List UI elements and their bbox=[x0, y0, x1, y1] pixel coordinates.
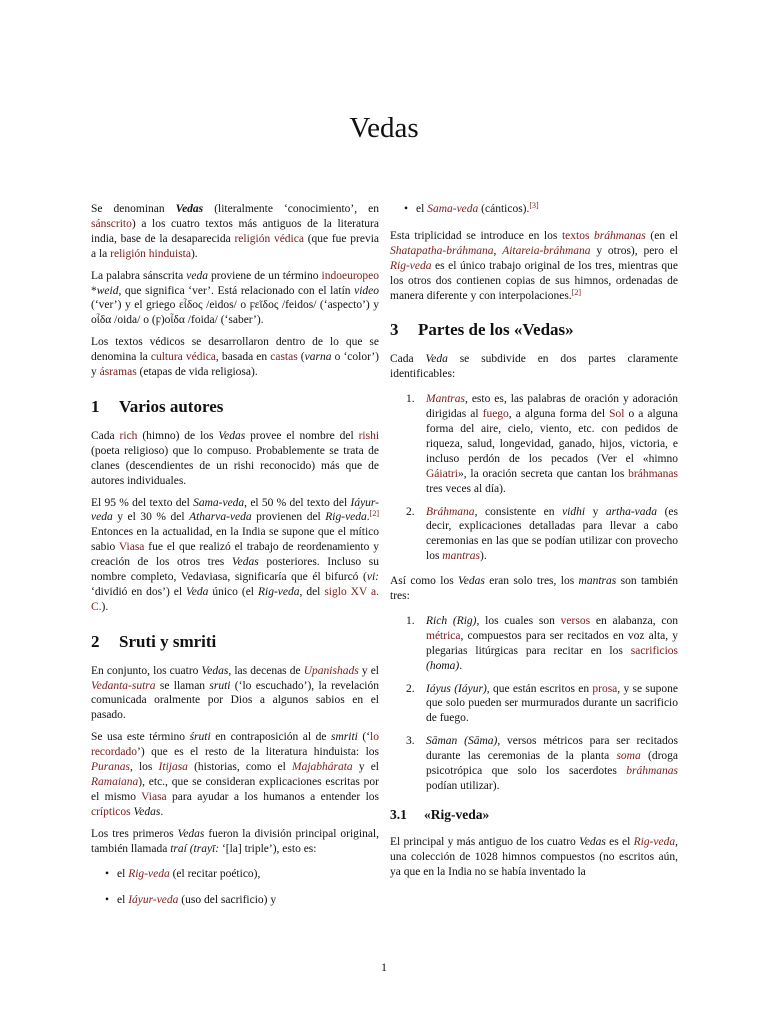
paragraph-smriti: Se usa este término śruti en contraposición al de smriti (‘lo recordado’) que es el resto de la literatura hinduista: los Puranas, los Itijasa (historias, como el Majabhárata y el Ramaiana), etc., que se consideran explicaciones escritas por el mismo Viasa para ayudar a los humanos a entender los crípticos Vedas. bbox=[91, 731, 379, 818]
triple-list-continued bbox=[390, 202, 678, 217]
mantras-list bbox=[390, 614, 678, 794]
paragraph-context: Los textos védicos se desarrollaron dentro de lo que se denomina la cultura védica, basada en castas (varna o ‘color’) y ásramas (etapas de vida religiosa). bbox=[91, 336, 379, 379]
list-item: 2. Iáyus (Iáyur), que están escritos en prosa, y se supone que solo pueden ser murmurados durante un sacrificio de fuego. bbox=[406, 682, 678, 725]
page-title: Vedas bbox=[349, 112, 419, 144]
list-item: 2. Bráhmana, consistente en vidhi y artha-vada (es decir, explicaciones detalladas para llevar a cabo ceremonias en las que se podían utilizar con provecho los mantras). bbox=[406, 505, 678, 563]
page-number: 1 bbox=[381, 960, 387, 974]
paragraph-parts: Cada Veda se subdivide en dos partes claramente identificables: bbox=[390, 353, 678, 381]
subsection-heading-3-1: 3.1 «Rig-veda» bbox=[390, 806, 490, 822]
paragraph-mantras: Así como los Vedas eran solo tres, los mantras son también tres: bbox=[390, 575, 678, 603]
paragraph-triplicity: Esta triplicidad se introduce en los textos bráhmanas (en el Shatapatha-bráhmana, Aitareia-bráhmana y otros), pero el Rig-veda es el único trabajo original de los tres, mientras que los otros dos contienen copias de sus himnos, ordenadas de manera diferente y con interpolaciones.[2] bbox=[390, 229, 678, 302]
list-item: • el Sama-veda (cánticos).[3] bbox=[416, 202, 678, 217]
paragraph-etymology: La palabra sánscrita veda proviene de un término indoeuropeo *weid, que significa ‘ver’. Está relacionado con el latín video (‘ver’) y el griego εἶδος /eidos/ o ϝεῖδος /feidos/ (‘aspecto’) y οἶδα /oida/ o (ϝ)οἶδα /foida/ (‘saber’). bbox=[91, 269, 380, 327]
list-item: • el Iáyur-veda (uso del sacrificio) y bbox=[117, 893, 379, 908]
paragraph-sruti: En conjunto, los cuatro Vedas, las decenas de Upanishads y el Vedanta-sutra se llaman sruti (‘lo escuchado’), la revelación comunicada oralmente por Dios a algunos sabios en el pasado. bbox=[91, 664, 380, 722]
paragraph-authors: Cada rich (himno) de los Vedas provee el nombre del rishi (poeta religioso) que lo compuso. Probablemente se trata de clanes (descendientes de un rishi reconocido) más que de autores individuales. bbox=[91, 429, 380, 487]
paragraph-intro: Se denominan Vedas (literalmente ‘conocimiento’, en sánscrito) a los cuatro textos más antiguos de la literatura india, base de la desaparecida religión védica (que fue previa a la religión hinduista). bbox=[91, 203, 379, 260]
list-item: 1. Rich (Rig), los cuales son versos en alabanza, con métrica, compuestos para ser recitados en voz alta, y plegarias litúrgicas para recitar en los sacrificios (homa). bbox=[406, 614, 678, 672]
paragraph-division: Los tres primeros Vedas fueron la división principal original, también llamada traí (trayī: ‘[la] triple’), esto es: bbox=[91, 827, 380, 855]
parts-list bbox=[390, 392, 678, 564]
list-item: • el Rig-veda (el recitar poético), bbox=[117, 867, 379, 882]
right-column bbox=[390, 202, 678, 887]
paragraph-percent: El 95 % del texto del Sama-veda, el 50 % del texto del Iáyur-veda y el 30 % del Atharva-veda provienen del Rig-veda.[2] Entonces en la actualidad, en la India se supone que el mítico sabio Viasa fue el que realizó el trabajo de reordenamiento y creación de los otros tres Vedas posteriores. Incluso su nombre completo, Vedaviasa, significaría que él bifurcó (vi: ‘dividió en dos’) el Veda único (el Rig-veda, del siglo XV a. C.). bbox=[91, 496, 379, 613]
section-heading-2: 2 Sruti y smriti bbox=[91, 631, 217, 651]
paragraph-rigveda: El principal y más antiguo de los cuatro Vedas es el Rig-veda, una colección de 1028 himnos compuestos (no escritos aún, ya que en la India no se había inventado la bbox=[390, 835, 678, 878]
list-item: 1. Mantras, esto es, las palabras de oración y adoración dirigidas al fuego, a alguna forma del Sol o a alguna forma del aire, cielo, viento, etc. con pedidos de riqueza, salud, longevidad, ganado, hijos, victoria, e incluso perdón de los pecados (Ver el «himno Gáiatri», la oración secreta que cantan los bráhmanas tres veces al día). bbox=[406, 393, 679, 495]
left-column bbox=[91, 202, 379, 920]
triple-list bbox=[91, 867, 379, 909]
list-item: 3. Sāman (Sāma), versos métricos para ser recitados durante las ceremonias de la planta soma (droga psicotrópica que solo los sacerdotes bráhmanas podían utilizar). bbox=[406, 735, 679, 792]
section-heading-1: 1 Varios autores bbox=[91, 396, 224, 416]
section-heading-3: 3 Partes de los «Vedas» bbox=[390, 320, 574, 340]
